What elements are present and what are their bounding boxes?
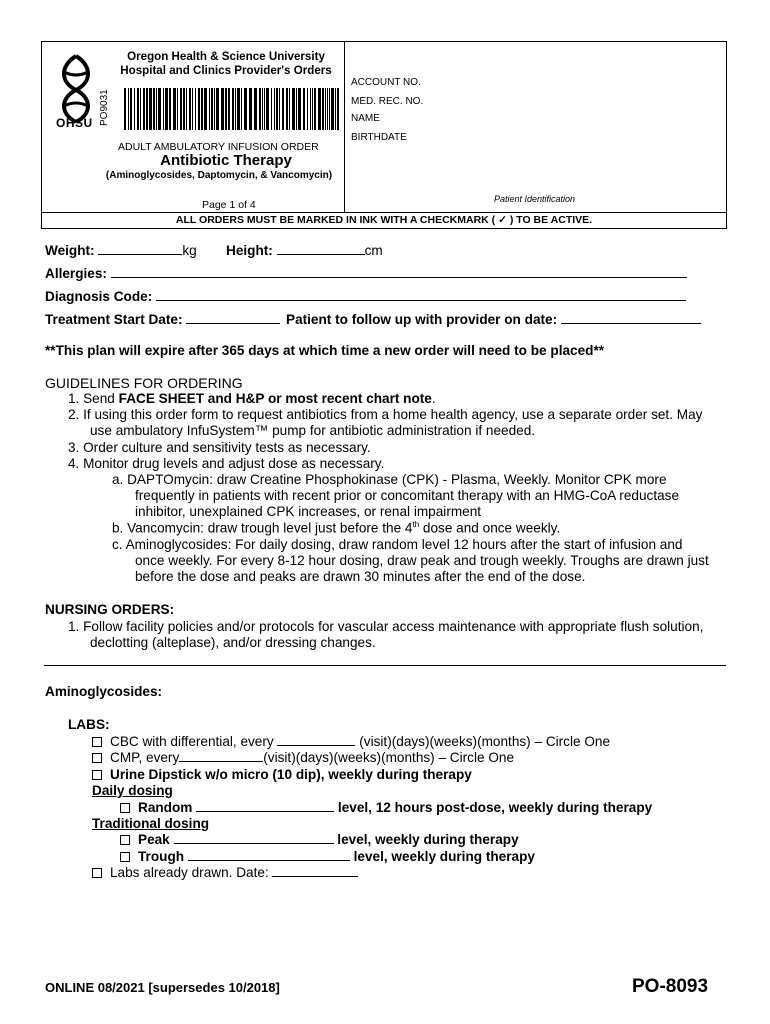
birthdate-field: BIRTHDATE — [351, 132, 407, 143]
header-rule — [42, 212, 726, 213]
cbc-checkbox[interactable] — [92, 737, 102, 747]
cmp-frequency-input[interactable] — [179, 750, 263, 762]
cbc-frequency-input[interactable] — [277, 734, 355, 746]
barcode-bar — [211, 88, 213, 130]
guideline-4c-line3: before the dose and peaks are drawn 30 minutes after the end of the dose. — [135, 569, 586, 584]
height-row: Height: cm — [226, 243, 383, 258]
barcode-bar — [173, 88, 176, 130]
guidelines-heading: GUIDELINES FOR ORDERING — [45, 375, 243, 391]
name-field: NAME — [351, 113, 380, 124]
urine-checkbox[interactable] — [92, 770, 102, 780]
barcode-bar — [209, 88, 210, 130]
labs-drawn-date-input[interactable] — [272, 865, 358, 877]
barcode-bar — [214, 88, 215, 130]
barcode-bar — [235, 88, 236, 130]
peak-order[interactable]: Peak level, weekly during therapy — [120, 832, 519, 847]
barcode-bar — [195, 88, 196, 130]
barcode-bar — [163, 88, 164, 130]
barcode-bar — [177, 88, 178, 130]
barcode-bar — [266, 88, 269, 130]
cmp-checkbox[interactable] — [92, 753, 102, 763]
barcode-bar — [307, 88, 308, 130]
header-divider — [344, 42, 345, 212]
barcode — [124, 88, 342, 130]
guideline-1: 1. Send FACE SHEET and H&P or most recent chart note. — [68, 391, 436, 406]
barcode-bar — [124, 88, 126, 130]
org-name: Oregon Health & Science University — [127, 50, 325, 63]
guideline-2-line1: 2. If using this order form to request antibiotics from a home health agency, use a separate order set. May — [68, 407, 703, 422]
checkmark-icon: ✓ — [498, 214, 507, 226]
barcode-bar — [130, 88, 132, 130]
weight-row: Weight: kg — [45, 243, 197, 258]
guideline-4a-line1: a. DAPTOmycin: draw Creatine Phosphokinase (CPK) - Plasma, Weekly. Monitor CPK more — [112, 472, 667, 487]
barcode-bar — [189, 88, 191, 130]
peak-drug-input[interactable] — [174, 832, 334, 844]
labs-heading: LABS: — [68, 717, 110, 732]
section-divider — [44, 665, 726, 666]
barcode-bar — [204, 88, 207, 130]
trough-drug-input[interactable] — [188, 849, 350, 861]
barcode-bar — [180, 88, 182, 130]
cmp-order[interactable]: CMP, every (visit)(days)(weeks)(months) – Circle One — [92, 750, 514, 765]
random-checkbox[interactable] — [120, 803, 130, 813]
med-rec-no-field: MED. REC. NO. — [351, 96, 424, 107]
page-number: Page 1 of 4 — [202, 199, 256, 211]
allergies-input[interactable] — [111, 266, 687, 278]
cbc-order[interactable]: CBC with differential, every (visit)(days)(weeks)(months) – Circle One — [92, 734, 610, 749]
order-subtitle: (Aminoglycosides, Daptomycin, & Vancomycin) — [105, 170, 333, 181]
barcode-bar — [244, 88, 247, 130]
barcode-bar — [282, 88, 284, 130]
barcode-bar — [259, 88, 261, 130]
barcode-bar — [337, 88, 339, 130]
barcode-bar — [314, 88, 316, 130]
barcode-bar — [186, 88, 187, 130]
barcode-bar — [232, 88, 234, 130]
barcode-bar — [216, 88, 219, 130]
barcode-bar — [331, 88, 334, 130]
barcode-bar — [228, 88, 230, 130]
nursing-1-line1: 1. Follow facility policies and/or protocols for vascular access maintenance with appropriate flush solution, — [68, 619, 704, 634]
guideline-4a-line2: frequently in patients with recent prior or concomitant therapy with an HMG-CoA reductase — [135, 488, 680, 503]
barcode-bar — [192, 88, 193, 130]
org-subtitle: Hospital and Clinics Provider's Orders — [120, 64, 332, 77]
barcode-bar — [292, 88, 295, 130]
allergies-row: Allergies: — [45, 266, 687, 281]
barcode-bar — [303, 88, 305, 130]
po-code: PO9031 — [99, 89, 110, 126]
random-drug-input[interactable] — [196, 800, 334, 812]
barcode-bar — [327, 88, 328, 130]
barcode-bar — [237, 88, 240, 130]
barcode-bar — [165, 88, 168, 130]
barcode-bar — [201, 88, 203, 130]
labs-drawn-checkbox[interactable] — [92, 868, 102, 878]
barcode-bar — [158, 88, 161, 130]
barcode-bar — [312, 88, 313, 130]
barcode-bar — [146, 88, 148, 130]
barcode-bar — [298, 88, 301, 130]
barcode-bar — [149, 88, 152, 130]
barcode-bar — [335, 88, 336, 130]
barcode-bar — [134, 88, 135, 130]
barcode-bar — [310, 88, 311, 130]
nursing-1-line2: declotting (alteplase), and/or dressing changes. — [90, 635, 376, 650]
barcode-bar — [274, 88, 275, 130]
order-type: ADULT AMBULATORY INFUSION ORDER — [118, 141, 319, 153]
guideline-3: 3. Order culture and sensitivity tests as necessary. — [68, 440, 371, 455]
urine-order[interactable]: Urine Dipstick w/o micro (10 dip), weekly during therapy — [92, 767, 472, 782]
guideline-4c-line2: once weekly. For every 8-12 hour dosing, draw peak and trough weekly. Troughs are drawn just — [135, 553, 709, 568]
barcode-bar — [289, 88, 290, 130]
barcode-bar — [296, 88, 297, 130]
start-date-row: Treatment Start Date: — [45, 312, 280, 327]
barcode-bar — [156, 88, 157, 130]
nursing-heading: NURSING ORDERS: — [45, 602, 175, 617]
footer-online: ONLINE 08/2021 [supersedes 10/2018] — [45, 980, 280, 995]
daily-dosing-heading: Daily dosing — [92, 783, 173, 798]
all-orders-notice: ALL ORDERS MUST BE MARKED IN INK WITH A CHECKMARK ( ✓ ) TO BE ACTIVE. — [175, 214, 593, 226]
height-input[interactable] — [277, 243, 365, 255]
header-box — [41, 41, 727, 229]
barcode-bar — [329, 88, 330, 130]
barcode-bar — [262, 88, 263, 130]
account-no-field: ACCOUNT NO. — [351, 77, 421, 88]
barcode-bar — [271, 88, 272, 130]
labs-drawn-order[interactable]: Labs already drawn. Date: — [92, 865, 358, 880]
trough-checkbox[interactable] — [120, 852, 130, 862]
barcode-bar — [241, 88, 242, 130]
guideline-2-line2: use ambulatory InfuSystem™ pump for antibiotic administration if needed. — [90, 423, 536, 438]
barcode-bar — [183, 88, 185, 130]
start-date-input[interactable] — [186, 312, 280, 324]
barcode-bar — [279, 88, 280, 130]
followup-row: Patient to follow up with provider on date: — [286, 312, 701, 327]
barcode-bar — [225, 88, 227, 130]
traditional-dosing-heading: Traditional dosing — [92, 816, 210, 831]
patient-id-label: Patient Identification — [494, 194, 576, 204]
barcode-bar — [249, 88, 252, 130]
barcode-bar — [137, 88, 139, 130]
barcode-bar — [286, 88, 288, 130]
order-title: Antibiotic Therapy — [160, 152, 292, 169]
guideline-4a-line3: inhibitor, unexplained CPK increases, or renal impairment — [135, 504, 482, 519]
guideline-4b: b. Vancomycin: draw trough level just before the 4th dose and once weekly. — [112, 520, 561, 536]
weight-input[interactable] — [98, 243, 182, 255]
diagnosis-row: Diagnosis Code: — [45, 289, 686, 304]
barcode-bar — [322, 88, 324, 130]
form-number: PO-8093 — [632, 976, 709, 997]
logo-text: OHSU — [56, 116, 93, 130]
barcode-bar — [254, 88, 257, 130]
random-order[interactable]: Random level, 12 hours post-dose, weekly during therapy — [120, 800, 652, 815]
peak-checkbox[interactable] — [120, 835, 130, 845]
barcode-bar — [128, 88, 129, 130]
expire-note: **This plan will expire after 365 days at which time a new order will need to be placed** — [45, 343, 605, 358]
barcode-bar — [153, 88, 155, 130]
guideline-4: 4. Monitor drug levels and adjust dose as necessary. — [68, 456, 385, 471]
barcode-bar — [198, 88, 200, 130]
guideline-4c-line1: c. Aminoglycosides: For daily dosing, draw random level 12 hours after the start of infusion and — [112, 537, 683, 552]
barcode-bar — [143, 88, 145, 130]
barcode-bar — [140, 88, 141, 130]
aminoglycosides-heading: Aminoglycosides: — [45, 684, 163, 699]
followup-date-input[interactable] — [561, 312, 701, 324]
diagnosis-input[interactable] — [156, 289, 686, 301]
barcode-bar — [221, 88, 224, 130]
barcode-bar — [276, 88, 278, 130]
barcode-bar — [264, 88, 265, 130]
barcode-bar — [318, 88, 321, 130]
barcode-bar — [325, 88, 326, 130]
barcode-bar — [169, 88, 171, 130]
trough-order[interactable]: Trough level, weekly during therapy — [120, 849, 535, 864]
